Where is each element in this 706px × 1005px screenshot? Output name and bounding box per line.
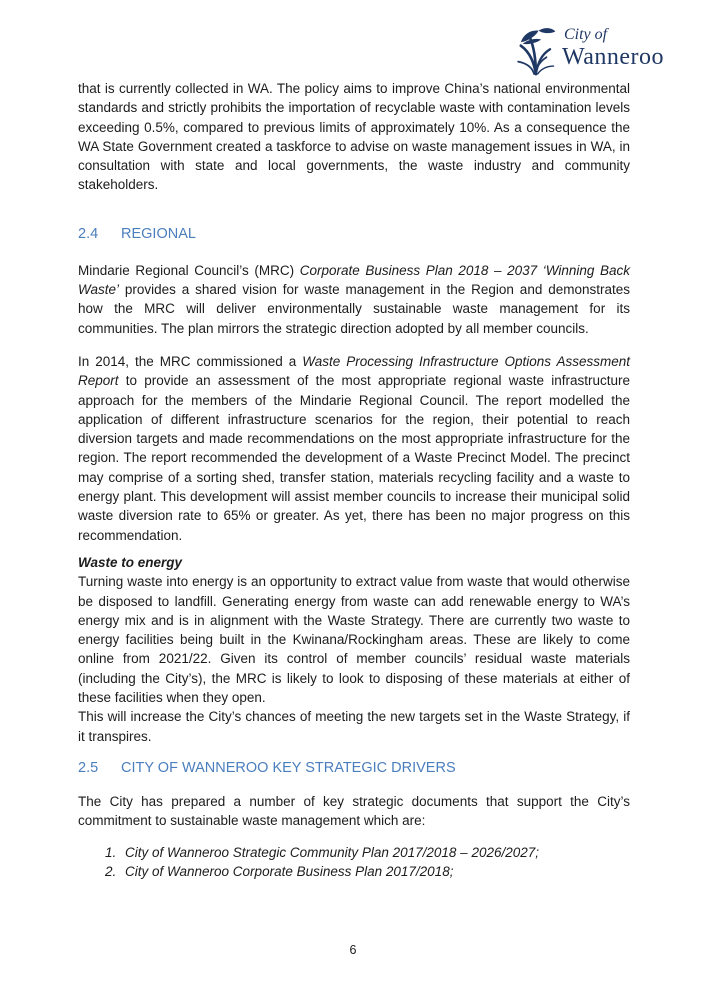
drivers-paragraph: The City has prepared a number of key strategic documents that support the City’s commitment to sustainable waste management which are: (78, 793, 630, 829)
page-number: 6 (349, 943, 357, 957)
logo-city-of: City of (563, 26, 608, 43)
list-item (105, 862, 630, 881)
waste-to-energy-paragraph-1: Turning waste into energy is an opportunity to extract value from waste that would otherwise be disposed to landfill. Generating energy from waste can add renewable energy to WA’s energy mix and is in alignment with the Waste Strategy. There are currently two waste to energy facilities being built in the Kwinana/Rockingham areas. These are likely to come online from 2021/22. Given its control of member councils’ residual waste materials (including the City’s), the MRC is likely to look to disposing of these materials at either of these facilities when they open. (78, 574, 630, 706)
logo-wanneroo: Wanneroo (561, 44, 664, 70)
city-of-wanneroo-logo (512, 22, 664, 76)
list-item-text: City of Wanneroo Corporate Business Plan 2017/2018; (125, 863, 454, 879)
regional-paragraph-1: Mindarie Regional Council’s (MRC) Corporate Business Plan 2018 – 2037 ‘Winning Back Waste’ provides a shared vision for waste management in the Region and demonstrates how the MRC will deliver environmentally sustainable waste management for its communities. The plan mirrors the strategic direction adopted by all member councils. (78, 262, 631, 336)
logo-text (562, 22, 664, 69)
strategic-documents-list (105, 843, 630, 882)
waste-to-energy-subheading: Waste to energy (78, 554, 183, 570)
list-item-number: 2. (105, 863, 117, 879)
section-heading-2-4-regional (78, 224, 630, 244)
page-footer (0, 941, 706, 959)
grass-plant-icon (512, 26, 558, 76)
waste-to-energy-paragraph-2: This will increase the City’s chances of meeting the new targets set in the Waste Strategy, if it transpires. (78, 709, 630, 744)
list-item-text: City of Wanneroo Strategic Community Plan 2017/2018 – 2026/2027; (125, 844, 540, 860)
list-item (105, 843, 630, 862)
section-title: REGIONAL (121, 225, 196, 242)
regional-paragraph-2: In 2014, the MRC commissioned a Waste Processing Infrastructure Options Assessment Report to provide an assessment of the most appropriate regional waste infrastructure approach for the members of the Mindarie Regional Council. The report modelled the application of different infrastructure scenarios for the region, their potential to reach diversion targets and made recommendations on the most appropriate infrastructure for the region. The report recommended the development of a Waste Precinct Model. The precinct may comprise of a sorting shed, transfer station, materials recycling facility and a waste to energy plant. This development will assist member councils to increase their municipal solid waste diversion rate to 65% or greater. As yet, there has been no major progress on this recommendation. (78, 353, 630, 543)
document-body (78, 79, 630, 881)
page-header (512, 22, 664, 76)
italic-plan-title: Corporate Business Plan 2018 – 2037 ‘Winning Back Waste’ (78, 262, 631, 298)
section-heading-2-5-strategic-drivers (78, 758, 630, 778)
section-number: 2.5 (78, 759, 99, 776)
italic-report-title: Waste Processing Infrastructure Options Assessment Report (78, 353, 630, 389)
intro-paragraph: that is currently collected in WA. The policy aims to improve China’s national environmental standards and strictly prohibits the importation of recyclable waste with contamination levels exceeding 0.5%, compared to previous limits of approximately 10%. As a consequence the WA State Government created a taskforce to advise on waste management issues in WA, in consultation with state and local governments, the waste industry and community stakeholders. (78, 81, 630, 193)
section-number: 2.4 (78, 225, 99, 242)
list-item-number: 1. (105, 844, 117, 860)
section-title: CITY OF WANNEROO KEY STRATEGIC DRIVERS (121, 759, 456, 776)
